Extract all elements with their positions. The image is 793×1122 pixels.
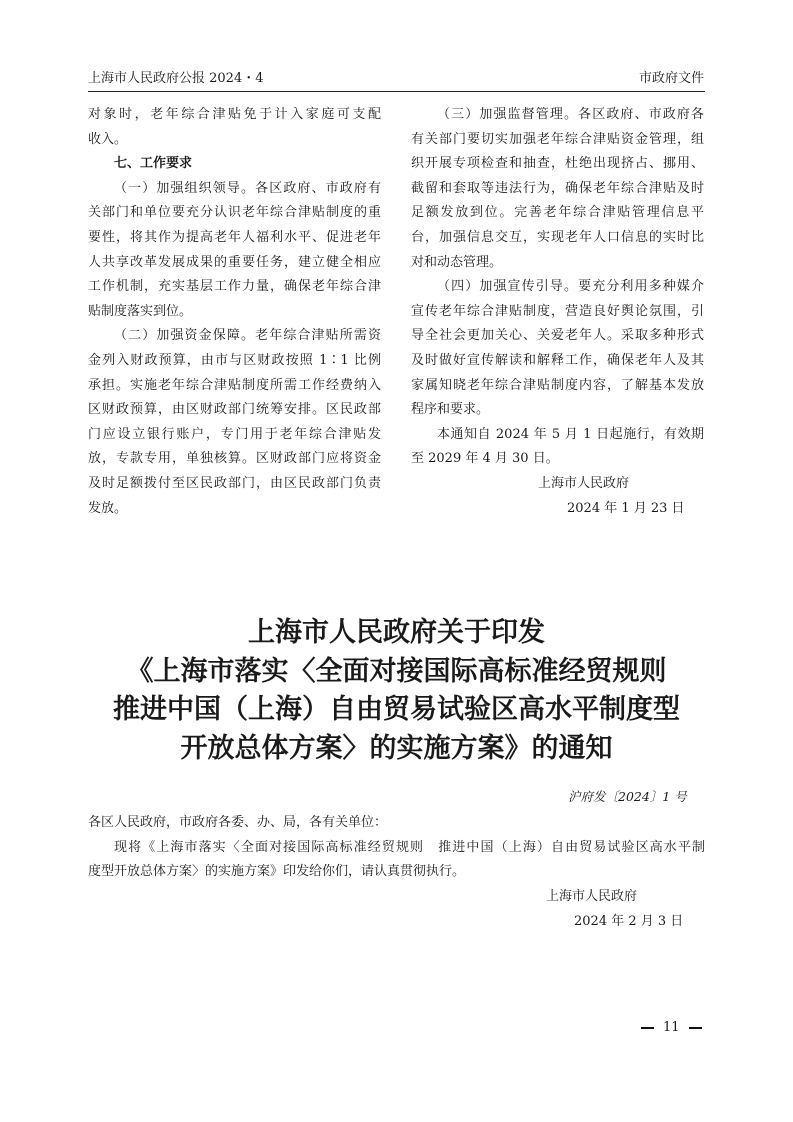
- text-line: 本通知自 2024 年 5 月 1 日起施行，有效期: [437, 426, 704, 442]
- title-line: 推进中国（上海）自由贸易试验区高水平制度型: [113, 694, 680, 726]
- text-line: 现将《上海市落实〈全面对接国际高标准经贸规则 推进中国（上海）自由贸易试验区高水平制: [114, 839, 705, 855]
- text-line: 有关部门要切实加强老年综合津贴资金管理，组: [411, 131, 704, 147]
- text-line: 收入。: [88, 131, 128, 147]
- dash-left: [641, 1027, 654, 1029]
- text-line: 门应设立银行账户，专门用于老年综合津贴发: [88, 426, 381, 442]
- title-line: 《上海市落实〈全面对接国际高标准经贸规则: [126, 655, 667, 687]
- text-line: 要性，将其作为提高老年人福利水平、促进老年: [88, 229, 381, 245]
- text-line: 及时足额拨付至区民政部门，由区民政部门负责: [88, 475, 381, 491]
- text-line: 及时做好宣传解读和解释工作，确保老年人及其: [411, 352, 704, 368]
- right-column: [411, 103, 704, 521]
- text-line: 关部门和单位要充分认识老年综合津贴制度的重: [88, 205, 381, 221]
- header-rule: [88, 91, 705, 92]
- text-line: 截留和套取等违法行为，确保老年综合津贴及时: [411, 180, 704, 196]
- signature: 上海市人民政府: [546, 889, 638, 905]
- text-line: 金列入财政预算，由市与区财政按照 1∶1 比例: [88, 352, 381, 368]
- text-line: 宣传老年综合津贴制度，营造良好舆论氛围，引: [411, 303, 704, 319]
- page-number: [632, 1020, 711, 1035]
- text-line: 对象时，老年综合津贴免于计入家庭可支配: [88, 107, 381, 122]
- signature-date: 2024 年 2 月 3 日: [574, 913, 684, 929]
- text-line: 至 2029 年 4 月 30 日。: [411, 451, 559, 467]
- notice-title: [60, 614, 733, 768]
- signature: 上海市人民政府: [538, 475, 630, 491]
- title-line: 开放总体方案〉的实施方案》的通知: [180, 732, 613, 764]
- text-line: 发放。: [88, 500, 128, 516]
- text-line: 导全社会更加关心、关爱老年人。采取多种形式: [411, 328, 704, 344]
- signature-date: 2024 年 1 月 23 日: [567, 500, 685, 516]
- text-line: 程序和要求。: [411, 402, 490, 418]
- text-line: 放，专款专用，单独核算。区财政部门应将资金: [88, 451, 381, 467]
- text-line: 人共享改革发展成果的重要任务，建立健全相应: [88, 254, 381, 270]
- page-number-text: 11: [663, 1020, 680, 1035]
- notice-body: [88, 811, 705, 934]
- text-line: 度型开放总体方案〉的实施方案》印发给你们，请认真贯彻执行。: [88, 864, 466, 880]
- text-line: （一）加强组织领导。各区政府、市政府有: [114, 180, 381, 196]
- running-header-right: 市政府文件: [638, 71, 704, 86]
- document-number: 沪府发〔2024〕1 号: [568, 789, 687, 804]
- text-line: 工作机制，充实基层工作力量，确保老年综合津: [88, 279, 381, 295]
- text-line: 对和动态管理。: [411, 254, 503, 270]
- left-column: [88, 103, 381, 521]
- text-line: 织开展专项检查和抽查，杜绝出现挤占、挪用、: [411, 156, 704, 172]
- section-heading: 七、工作要求: [114, 156, 193, 172]
- title-line: 上海市人民政府关于印发: [248, 617, 545, 648]
- text-line: 区财政预算，由区财政部门统筹安排。区民政部: [88, 402, 381, 418]
- text-line: 贴制度落实到位。: [88, 303, 193, 319]
- text-line: （二）加强资金保障。老年综合津贴所需资: [114, 328, 381, 344]
- dash-right: [689, 1027, 702, 1029]
- addressee: 各区人民政府，市政府各委、办、局，各有关单位：: [88, 815, 388, 830]
- text-line: 承担。实施老年综合津贴制度所需工作经费纳入: [88, 377, 381, 393]
- text-line: （四）加强宣传引导。要充分利用多种媒介: [437, 279, 704, 295]
- running-header-left: 上海市人民政府公报 2024・4: [88, 71, 264, 86]
- text-line: 家属知晓老年综合津贴制度内容，了解基本发放: [411, 377, 704, 393]
- text-line: 足额发放到位。完善老年综合津贴管理信息平: [411, 205, 704, 221]
- text-line: （三）加强监督管理。各区政府、市政府各: [437, 107, 704, 122]
- text-line: 台，加强信息交互，实现老年人口信息的实时比: [411, 229, 704, 245]
